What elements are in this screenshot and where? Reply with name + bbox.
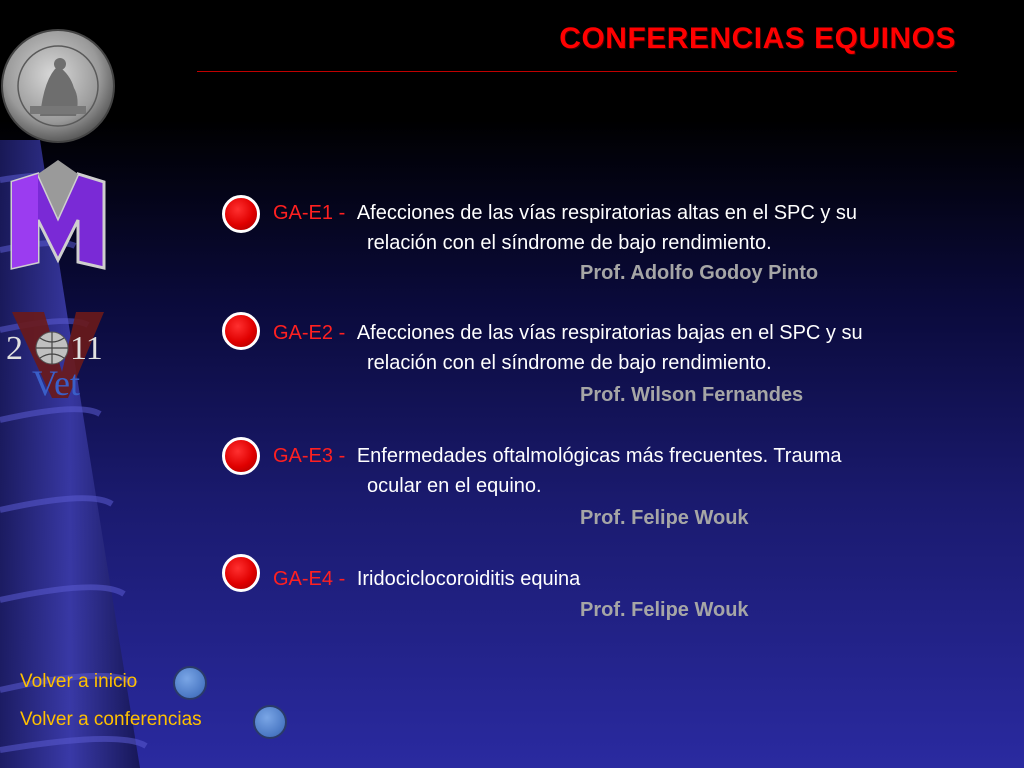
red-circle-icon[interactable] <box>222 437 260 475</box>
logo-year-left: 2 <box>6 330 23 367</box>
red-circle-icon[interactable] <box>222 195 260 233</box>
red-circle-icon[interactable] <box>222 312 260 350</box>
conference-title-line2: relación con el síndrome de bajo rendimiento. <box>367 352 772 374</box>
university-seal-logo <box>0 28 118 146</box>
back-to-conferences-button[interactable] <box>253 705 287 739</box>
conference-title-line2: relación con el síndrome de bajo rendimiento. <box>367 232 772 254</box>
conference-title-line1 <box>273 568 580 591</box>
conference-title-line1 <box>273 202 857 225</box>
red-circle-icon[interactable] <box>222 554 260 592</box>
conference-code: GA-E4 - <box>273 568 346 590</box>
conference-title: Afecciones de las vías respiratorias bajas en el SPC y su <box>356 322 863 344</box>
conference-title-line1 <box>273 322 863 345</box>
logo-vet-text: Vet <box>32 363 80 403</box>
faculty-m-logo <box>8 160 108 272</box>
conference-title-line2: ocular en el equino. <box>367 475 542 497</box>
conference-code: GA-E2 - <box>273 322 346 344</box>
conference-title: Enfermedades oftalmológicas más frecuentes. Trauma <box>356 445 842 467</box>
logo-year-right: 11 <box>70 330 103 367</box>
conference-code: GA-E3 - <box>273 445 346 467</box>
back-to-conferences-link[interactable]: Volver a conferencias <box>20 709 202 730</box>
conference-title-line1 <box>273 445 842 468</box>
conference-professor: Prof. Felipe Wouk <box>580 599 749 621</box>
title-divider <box>197 71 957 72</box>
conference-code: GA-E1 - <box>273 202 346 224</box>
conference-professor: Prof. Wilson Fernandes <box>580 384 804 406</box>
page-title: CONFERENCIAS EQUINOS <box>559 22 956 55</box>
back-to-home-button[interactable] <box>173 666 207 700</box>
conference-professor: Prof. Felipe Wouk <box>580 507 749 529</box>
vet-2011-logo <box>4 306 114 402</box>
conference-title: Afecciones de las vías respiratorias altas en el SPC y su <box>356 202 858 224</box>
back-to-home-link[interactable]: Volver a inicio <box>20 671 138 692</box>
conference-title: Iridociclocoroiditis equina <box>356 568 581 590</box>
conference-professor: Prof. Adolfo Godoy Pinto <box>580 262 819 284</box>
